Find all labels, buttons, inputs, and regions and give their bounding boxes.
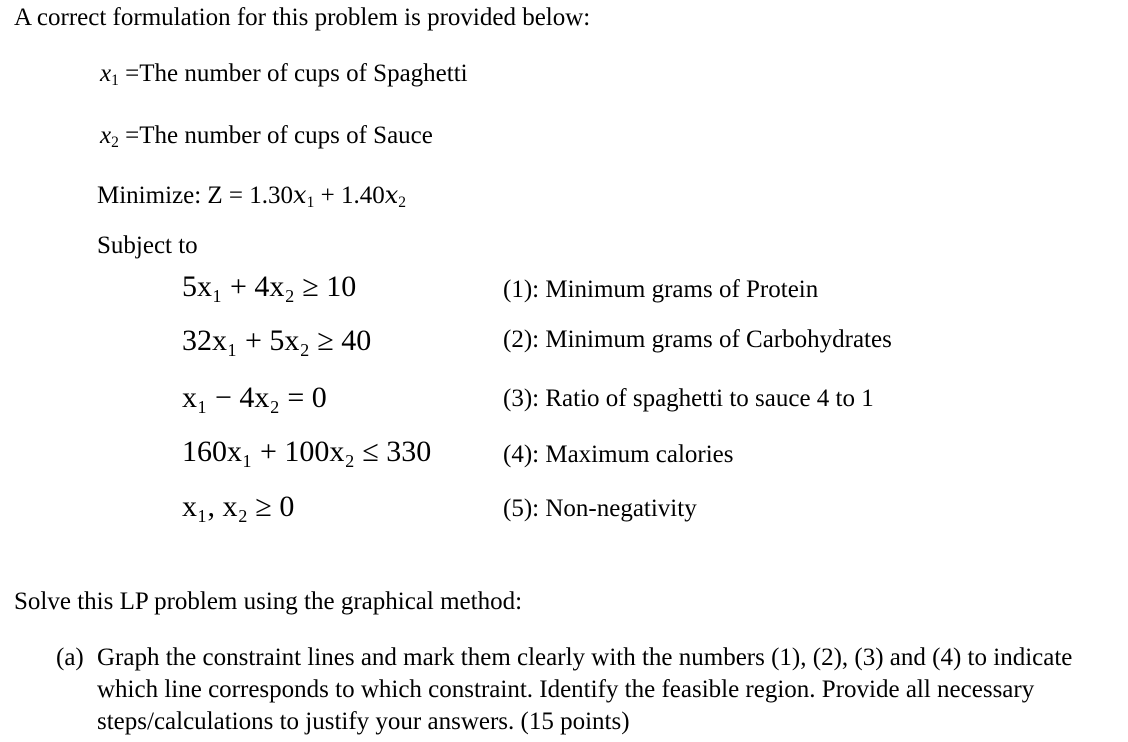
definition-x2 [100, 122, 433, 150]
constraint-4-expression: 160x₁ + 100x₂ ≤ 330 [182, 435, 432, 468]
objective-label: Minimize: Z = [97, 182, 250, 209]
objective-sub-1: 1 [306, 193, 315, 211]
definition-x1 [100, 60, 468, 88]
definition-text: =The number of cups of Sauce [118, 122, 433, 149]
part-a-label: (a) [56, 644, 84, 671]
definition-variable: x [100, 60, 112, 87]
objective-sub-2: 2 [398, 193, 406, 211]
part-a-text: Graph the constraint lines and mark them clearly with the numbers (1), (2), (3) and (4) to indicate which line corresponds to which constraint. Identify the feasible region. Provide all necessary steps/calculations to justify your answers. (15 points) [97, 644, 1073, 735]
objective-var-1: x [293, 181, 307, 209]
solve-heading: Solve this LP problem using the graphical method: [14, 588, 523, 615]
definition-subscript: 2 [111, 133, 119, 151]
constraint-2-description: (2): Minimum grams of Carbohydrates [503, 326, 892, 353]
objective-plus: + [314, 182, 341, 209]
constraint-3-description: (3): Ratio of spaghetti to sauce 4 to 1 [503, 385, 874, 412]
definition-variable: x [100, 122, 112, 149]
constraint-1-expression: 5x₁ + 4x₂ ≥ 10 [182, 270, 357, 303]
constraint-5-expression: x₁, x₂ ≥ 0 [182, 490, 295, 523]
constraint-5-description: (5): Non-negativity [503, 495, 697, 522]
objective-function [97, 181, 406, 210]
objective-coef-1: 1.30 [249, 182, 294, 209]
definition-subscript: 1 [111, 71, 119, 89]
constraint-2-expression: 32x₁ + 5x₂ ≥ 40 [182, 324, 372, 357]
constraint-1-description: (1): Minimum grams of Protein [503, 276, 819, 303]
objective-coef-2: 1.40 [340, 182, 385, 209]
constraint-4-description: (4): Maximum calories [503, 441, 734, 468]
constraint-3-expression: x₁ − 4x₂ = 0 [182, 381, 327, 414]
subject-to-label: Subject to [97, 232, 198, 259]
objective-var-2: x [384, 181, 399, 209]
definition-text: =The number of cups of Spaghetti [118, 60, 468, 87]
intro-text: A correct formulation for this problem is provided below: [14, 4, 591, 31]
